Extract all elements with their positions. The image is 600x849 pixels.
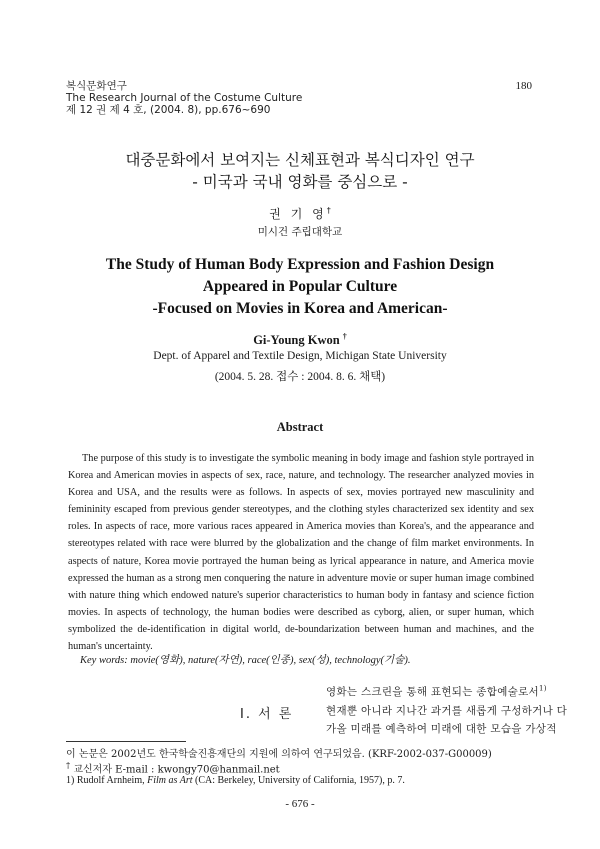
english-author-mark: † bbox=[342, 332, 347, 341]
keywords: Key words: movie(영화), nature(자연), race(인종), sex(성), technology(기술). bbox=[80, 655, 411, 666]
abstract-heading: Abstract bbox=[276, 420, 324, 434]
korean-title-line2: - 미국과 국내 영화를 중심으로 - bbox=[192, 173, 408, 191]
intro-line1-text: 영화는 스크린을 통해 표현되는 종합예술로서 bbox=[326, 686, 539, 698]
english-affiliation: Dept. of Apparel and Textile Design, Michigan State University bbox=[153, 350, 447, 362]
abstract-body: The purpose of this study is to investigate the symbolic meaning in body image and fashion style portrayed in Korea and American movies in aspects of sex, race, nature, and technology. The researcher analyzed movies in Korea and USA, and the results were as follows. In aspects of sex, movies portrayed new masculinity and femininity escaped from previous gender stereotypes, and the clothing styles characterized sex identity and sex roles. In aspects of race, more various races appeared in America movies than Korea's, and the appearance and stereotypes related with race were blurred by the globalization and the change of film market environments. In aspects of nature, Korea movie portrayed the human being as lyrical appearance in nature, and America movie expressed the human as a strong men conquering the nature in adventure movie or super human image combined with nature thing which endowed nature's superior characteristics to human body in fantasy and science fiction movies. In aspects of technology, the human bodies were described as cyborg, alien, or super human, which symbolized the de-identification in digital world, de-boundarization between human and machines, and the human's uncertainty. bbox=[68, 453, 534, 653]
footnote-ref-1: 1) bbox=[538, 684, 547, 693]
intro-line3: 가올 미래를 예측하여 미래에 대한 모습을 가상적 bbox=[326, 723, 557, 735]
english-author-name: Gi-Young Kwon bbox=[253, 333, 340, 348]
ref1-title: Film as Art bbox=[147, 775, 193, 786]
corresponding-author-note bbox=[66, 760, 280, 775]
journal-header bbox=[66, 80, 302, 116]
ref1-suffix: (CA: Berkeley, University of California, 1957), p. 7. bbox=[192, 775, 405, 786]
volume-info: 제 12 권 제 4 호, (2004. 8), pp.676~690 bbox=[66, 104, 271, 116]
english-title-line2: Appeared in Popular Culture bbox=[202, 278, 398, 295]
korean-author-name: 권 기 영 bbox=[269, 207, 327, 221]
section-heading: I. 서 론 bbox=[240, 707, 294, 722]
ref1-prefix: 1) Rudolf Arnheim, bbox=[66, 775, 148, 786]
submission-dates: (2004. 5. 28. 접수 : 2004. 8. 6. 채택) bbox=[214, 371, 386, 383]
header-page-number: 180 bbox=[515, 80, 532, 92]
english-title-line1: The Study of Human Body Expression and Fashion Design bbox=[105, 256, 495, 273]
english-title-line3: -Focused on Movies in Korea and American- bbox=[152, 300, 448, 317]
korean-author bbox=[0, 205, 600, 222]
footnote-divider bbox=[66, 741, 186, 742]
intro-line2: 현재뿐 아니라 지나간 과거를 새롭게 구성하거나 다 bbox=[326, 705, 568, 717]
korean-affiliation: 미시건 주립대학교 bbox=[257, 226, 343, 238]
funding-note: 이 논문은 2002년도 한국학술진흥재단의 지원에 의하여 연구되었음. (KRF-2002-037-G00009) bbox=[66, 749, 492, 760]
corresponding-author-mark: † bbox=[326, 206, 331, 215]
reference-footnote-1 bbox=[66, 775, 405, 786]
intro-line1 bbox=[326, 684, 547, 699]
korean-title-line1: 대중문화에서 보여지는 신체표현과 복식디자인 연구 bbox=[125, 151, 475, 169]
dagger-mark: † bbox=[66, 760, 71, 770]
english-author bbox=[0, 332, 600, 348]
journal-name-english: The Research Journal of the Costume Culture bbox=[66, 92, 303, 104]
corresponding-email: 교신저자 E-mail : kwongy70@hanmail.net bbox=[70, 764, 280, 776]
footer-page-number: - 676 - bbox=[285, 798, 315, 810]
journal-name-korean: 복식문화연구 bbox=[66, 80, 127, 92]
